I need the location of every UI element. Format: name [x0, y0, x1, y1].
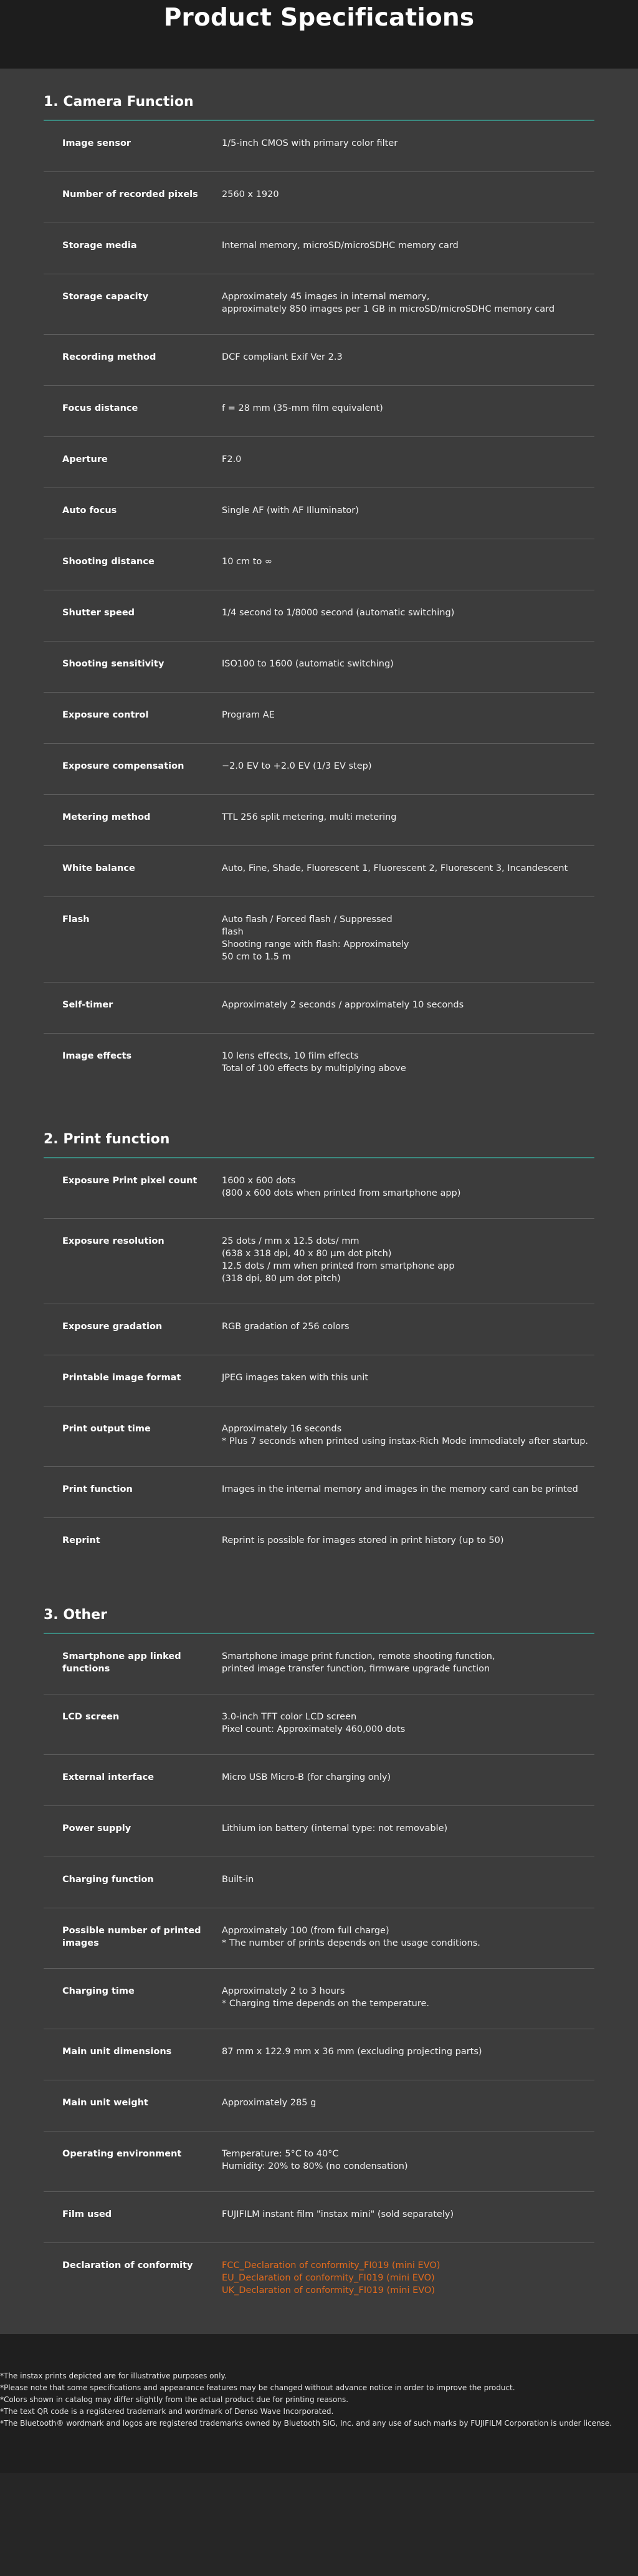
declaration-link[interactable]: UK_Declaration of conformity_FI019 (mini EVO) [222, 2285, 435, 2295]
spec-value-line: Single AF (with AF Illuminator) [222, 506, 359, 516]
spec-section [44, 94, 594, 1093]
spec-value [222, 1534, 594, 1550]
page-header [0, 0, 638, 69]
spec-label: Image sensor [62, 138, 131, 148]
spec-label: LCD screen [62, 1712, 120, 1722]
spec-label: Shooting sensitivity [62, 659, 164, 669]
spec-value-line: Auto flash / Forced flash / Suppressed [222, 915, 393, 925]
spec-label: Shutter speed [62, 608, 135, 618]
spec-value-line: Shooting range with flash: Approximately [222, 940, 409, 949]
spec-label: Recording method [62, 352, 156, 362]
spec-label: Print output time [62, 1424, 151, 1434]
section-spacer [44, 1093, 594, 1131]
spec-value [222, 351, 594, 367]
spec-value-line: Approximately 16 seconds [222, 1424, 342, 1434]
spec-row [44, 1355, 594, 1406]
spec-row [44, 1908, 594, 1969]
spec-value-line: Lithium ion battery (internal type: not removable) [222, 1824, 448, 1833]
spec-value-line: 1/4 second to 1/8000 second (automatic switching) [222, 608, 455, 618]
spec-value-line: f = 28 mm (35-mm film equivalent) [222, 403, 383, 413]
spec-value [222, 555, 594, 571]
spec-content [0, 69, 638, 2334]
spec-label: Aperture [62, 454, 108, 464]
spec-value-line: Pixel count: Approximately 460,000 dots [222, 1724, 406, 1734]
spec-value-line: Total of 100 effects by multiplying above [222, 1064, 406, 1074]
spec-row [44, 1467, 594, 1518]
spec-value [222, 760, 594, 776]
spec-row [44, 172, 594, 223]
spec-label: Main unit weight [62, 2098, 148, 2108]
spec-value-line: FUJIFILM instant film "instax mini" (sold separately) [222, 2209, 454, 2219]
spec-value [222, 862, 594, 878]
spec-row [44, 386, 594, 437]
spec-row [44, 642, 594, 693]
spec-value-line: Internal memory, microSD/microSDHC memory card [222, 241, 459, 251]
spec-row [44, 1034, 594, 1093]
spec-value-line: Approximately 100 (from full charge) [222, 1926, 389, 1936]
spec-value [222, 504, 594, 520]
spec-value [222, 2045, 594, 2061]
spec-row [44, 1634, 594, 1694]
spec-label: Storage media [62, 241, 137, 251]
spec-row [44, 2131, 594, 2192]
spec-value [222, 1873, 594, 1889]
spec-row [44, 121, 594, 172]
spec-row [44, 2243, 594, 2315]
spec-row [44, 1806, 594, 1857]
footer-note: *The text QR code is a registered trademark and wordmark of Denso Wave Incorporated. [0, 2407, 334, 2416]
spec-value-line: 50 cm to 1.5 m [222, 952, 291, 962]
spec-value-line: RGB gradation of 256 colors [222, 1322, 350, 1332]
spec-label: Shooting distance [62, 557, 155, 567]
spec-label: Smartphone app linked functions [62, 1651, 181, 1674]
spec-row [44, 1694, 594, 1755]
spec-value [222, 239, 594, 255]
spec-value-line: Temperature: 5°C to 40°C [222, 2149, 339, 2159]
spec-label: Self-timer [62, 1000, 113, 1010]
spec-value [222, 658, 594, 673]
spec-value-line: Approximately 45 images in internal memory, [222, 292, 430, 302]
spec-section [44, 1131, 594, 1569]
declaration-link[interactable]: EU_Declaration of conformity_FI019 (mini EVO) [222, 2273, 435, 2283]
spec-value-line: 10 lens effects, 10 film effects [222, 1051, 359, 1061]
spec-label: Exposure control [62, 710, 149, 720]
spec-value-line: Micro USB Micro-B (for charging only) [222, 1772, 391, 1782]
spec-value-line: Approximately 2 seconds / approximately 10 seconds [222, 1000, 464, 1010]
spec-label: Film used [62, 2209, 112, 2219]
spec-value [222, 1050, 594, 1075]
spec-value [222, 1925, 594, 1949]
spec-value [222, 607, 594, 622]
spec-row [44, 1406, 594, 1467]
spec-value [222, 2208, 594, 2224]
spec-label: Exposure compensation [62, 761, 184, 771]
spec-row [44, 846, 594, 897]
spec-value-line: Approximately 285 g [222, 2098, 317, 2108]
spec-value [222, 291, 594, 315]
spec-value-line: DCF compliant Exif Ver 2.3 [222, 352, 343, 362]
spec-label: Metering method [62, 812, 151, 822]
spec-label: Focus distance [62, 403, 138, 413]
spec-label: Storage capacity [62, 292, 149, 302]
spec-row [44, 539, 594, 590]
spec-row [44, 2029, 594, 2080]
spec-row [44, 744, 594, 795]
spec-label: Power supply [62, 1824, 131, 1833]
spec-label: Printable image format [62, 1373, 181, 1383]
spec-value-line: Built-in [222, 1875, 254, 1885]
spec-value-line: approximately 850 images per 1 GB in microSD/microSDHC memory card [222, 304, 555, 314]
section-title: 2. Print function [44, 1132, 170, 1147]
spec-value [222, 1372, 594, 1387]
page-title: Product Specifications [163, 4, 475, 32]
spec-row [44, 1857, 594, 1908]
spec-label: Charging function [62, 1875, 154, 1885]
footer-note: *Please note that some specifications and appearance features may be changed without advance notice in order to improve the product. [0, 2383, 515, 2392]
spec-row [44, 693, 594, 744]
spec-value-line: * Plus 7 seconds when printed using instax-Rich Mode immediately after startup. [222, 1436, 589, 1446]
spec-value-line: (318 dpi, 80 μm dot pitch) [222, 1274, 341, 1284]
spec-label: Exposure gradation [62, 1322, 163, 1332]
spec-row [44, 983, 594, 1034]
spec-value [222, 137, 594, 153]
spec-value [222, 1483, 594, 1499]
spec-value-line: Auto, Fine, Shade, Fluorescent 1, Fluorescent 2, Fluorescent 3, Incandescent [222, 863, 568, 873]
spec-row [44, 2080, 594, 2131]
spec-value-line: Approximately 2 to 3 hours [222, 1986, 345, 1996]
spec-row [44, 488, 594, 539]
spec-section [44, 1607, 594, 2315]
spec-label: External interface [62, 1772, 155, 1782]
spec-value-line: Smartphone image print function, remote shooting function, [222, 1651, 495, 1661]
spec-label: Exposure resolution [62, 1236, 164, 1246]
spec-value [222, 2097, 594, 2112]
spec-value [222, 709, 594, 724]
spec-value-line: 1/5-inch CMOS with primary color filter [222, 138, 398, 148]
footer [0, 2334, 638, 2473]
spec-label: Exposure Print pixel count [62, 1176, 198, 1186]
spec-value [222, 1320, 594, 1336]
section-spacer [44, 1569, 594, 1607]
spec-value-line: (800 x 600 dots when printed from smartphone app) [222, 1188, 461, 1198]
spec-value-line: 87 mm x 122.9 mm x 36 mm (excluding projecting parts) [222, 2047, 482, 2057]
spec-value [222, 453, 594, 469]
spec-value-line: ISO100 to 1600 (automatic switching) [222, 659, 394, 669]
spec-row [44, 795, 594, 846]
spec-label: Reprint [62, 1536, 100, 1545]
spec-row [44, 335, 594, 386]
spec-label: Image effects [62, 1051, 132, 1061]
spec-row [44, 1969, 594, 2029]
spec-value [222, 1650, 594, 1675]
spec-label: Print function [62, 1484, 133, 1494]
spec-value [222, 402, 594, 418]
footer-note: *Colors shown in catalog may differ slightly from the actual product due for printing reasons. [0, 2395, 349, 2404]
spec-value-line: Reprint is possible for images stored in print history (up to 50) [222, 1536, 504, 1545]
spec-value [222, 1711, 594, 1736]
section-title: 1. Camera Function [44, 94, 194, 110]
spec-row [44, 1158, 594, 1219]
spec-row [44, 1518, 594, 1569]
spec-row [44, 1304, 594, 1355]
spec-value [222, 1235, 594, 1285]
spec-value [222, 2259, 594, 2297]
spec-value-line: F2.0 [222, 454, 242, 464]
spec-label: Main unit dimensions [62, 2047, 172, 2057]
spec-row [44, 897, 594, 983]
spec-value-line: 1600 x 600 dots [222, 1176, 296, 1186]
spec-value-line: printed image transfer function, firmware upgrade function [222, 1664, 490, 1674]
spec-row [44, 437, 594, 488]
spec-value-line: JPEG images taken with this unit [222, 1373, 369, 1383]
spec-value-line: 10 cm to ∞ [222, 557, 273, 567]
spec-value-line: (638 x 318 dpi, 40 x 80 μm dot pitch) [222, 1249, 392, 1259]
spec-label: Possible number of printed images [62, 1926, 201, 1948]
spec-value-line: Images in the internal memory and images in the memory card can be printed [222, 1484, 578, 1494]
spec-label: Number of recorded pixels [62, 190, 198, 199]
spec-label: Declaration of conformity [62, 2261, 193, 2271]
spec-value [222, 1771, 594, 1787]
spec-value-line: * The number of prints depends on the usage conditions. [222, 1938, 480, 1948]
section-title: 3. Other [44, 1607, 107, 1623]
spec-row [44, 2192, 594, 2243]
spec-row [44, 1755, 594, 1806]
spec-value-line: 3.0-inch TFT color LCD screen [222, 1712, 357, 1722]
spec-row [44, 223, 594, 274]
spec-label: White balance [62, 863, 135, 873]
spec-value-line: TTL 256 split metering, multi metering [222, 812, 397, 822]
declaration-link[interactable]: FCC_Declaration of conformity_FI019 (mini EVO) [222, 2261, 440, 2271]
spec-value-line: 25 dots / mm x 12.5 dots/ mm [222, 1236, 359, 1246]
spec-value [222, 811, 594, 827]
spec-label: Operating environment [62, 2149, 182, 2159]
spec-row [44, 274, 594, 335]
spec-value-line: Humidity: 20% to 80% (no condensation) [222, 2161, 408, 2171]
spec-value [222, 188, 594, 204]
spec-value-line: −2.0 EV to +2.0 EV (1/3 EV step) [222, 761, 372, 771]
footer-note: *The Bluetooth® wordmark and logos are registered trademarks owned by Bluetooth SIG, Inc. and any use of such marks by FUJIFILM Corporation is under license. [0, 2419, 612, 2428]
spec-label: Flash [62, 915, 90, 925]
spec-value [222, 1423, 594, 1448]
spec-value-line: 2560 x 1920 [222, 190, 279, 199]
spec-value [222, 1175, 594, 1199]
spec-value-line: flash [222, 927, 244, 937]
spec-label: Charging time [62, 1986, 135, 1996]
spec-value [222, 999, 594, 1014]
spec-label: Auto focus [62, 506, 117, 516]
spec-value-line: * Charging time depends on the temperature. [222, 1999, 430, 2009]
spec-value [222, 1822, 594, 1838]
spec-value [222, 1985, 594, 2010]
spec-row [44, 1219, 594, 1304]
spec-value [222, 2148, 594, 2173]
spec-value-line: Program AE [222, 710, 275, 720]
spec-value [222, 913, 594, 963]
spec-row [44, 590, 594, 642]
footer-note: *The instax prints depicted are for illustrative purposes only. [0, 2372, 227, 2380]
spec-value-line: 12.5 dots / mm when printed from smartphone app [222, 1261, 455, 1271]
footer-notes [0, 2370, 638, 2429]
